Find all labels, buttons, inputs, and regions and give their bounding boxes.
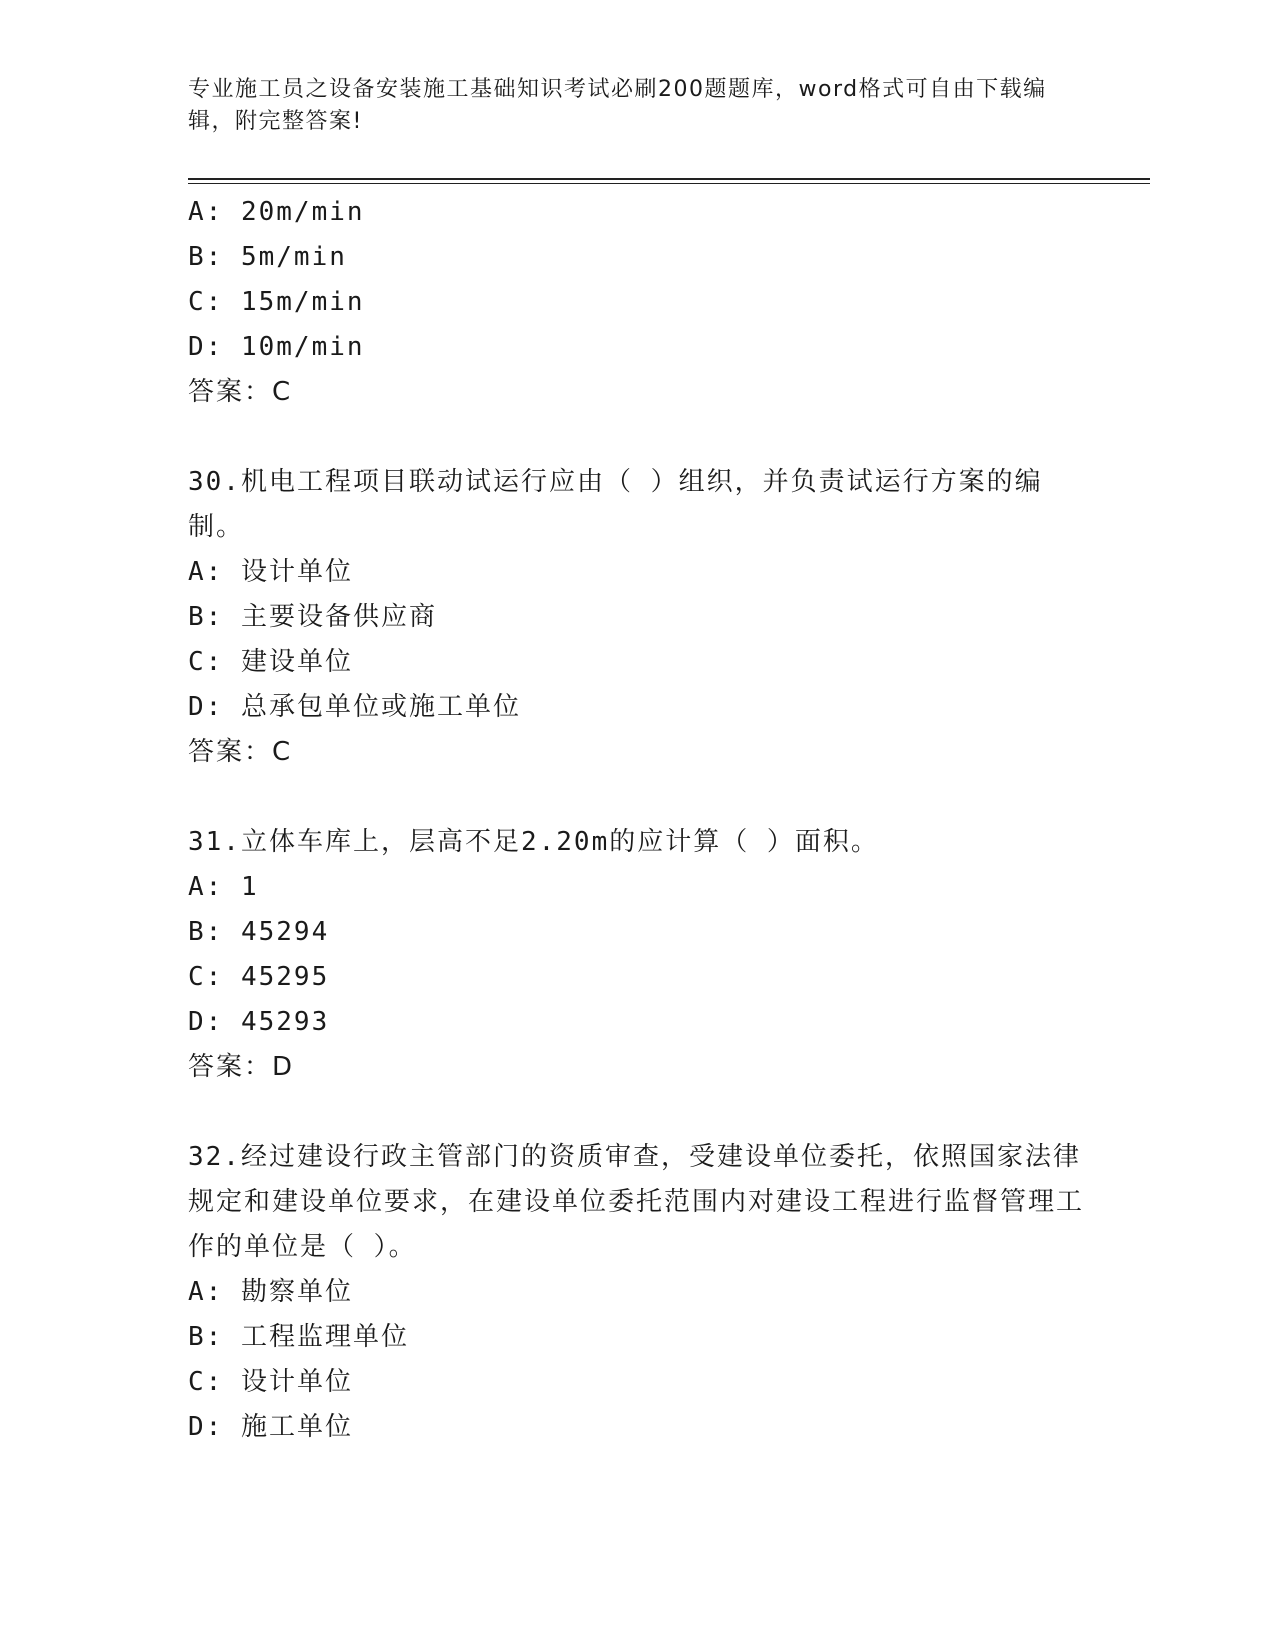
option-c: C: 15m/min <box>188 287 365 317</box>
option-a: A: 20m/min <box>188 197 365 227</box>
option-d: D: 总承包单位或施工单位 <box>188 692 521 722</box>
answer-line: 答案：C <box>188 737 293 767</box>
option-c: C: 建设单位 <box>188 647 353 677</box>
option-d: D: 10m/min <box>188 332 365 362</box>
question-31 <box>188 820 1088 1090</box>
option-a: A: 1 <box>188 872 259 902</box>
document-header: 专业施工员之设备安装施工基础知识考试必刷200题题库，word格式可自由下载编辑，附完整答案! <box>188 77 1047 134</box>
answer-line: 答案：D <box>188 1052 295 1082</box>
question-32 <box>188 1135 1088 1450</box>
option-c: C: 45295 <box>188 962 330 992</box>
option-b: B: 5m/min <box>188 242 347 272</box>
partial-question-block <box>188 190 1088 415</box>
option-a: A: 设计单位 <box>188 557 353 587</box>
option-b: B: 主要设备供应商 <box>188 602 437 632</box>
question-text: 32.经过建设行政主管部门的资质审查，受建设单位委托，依照国家法律规定和建设单位要求，在建设单位委托范围内对建设工程进行监督管理工作的单位是（ ）。 <box>188 1142 1085 1262</box>
option-d: D: 45293 <box>188 1007 330 1037</box>
header-divider <box>188 178 1150 184</box>
answer-line: 答案：C <box>188 377 293 407</box>
option-d: D: 施工单位 <box>188 1412 353 1442</box>
question-list <box>188 190 1088 1450</box>
question-text: 30.机电工程项目联动试运行应由（ ）组织，并负责试运行方案的编制。 <box>188 467 1043 542</box>
option-b: B: 45294 <box>188 917 330 947</box>
option-a: A: 勘察单位 <box>188 1277 353 1307</box>
question-30 <box>188 460 1088 775</box>
option-b: B: 工程监理单位 <box>188 1322 409 1352</box>
question-text: 31.立体车库上，层高不足2.20m的应计算（ ）面积。 <box>188 827 879 857</box>
option-c: C: 设计单位 <box>188 1367 353 1397</box>
